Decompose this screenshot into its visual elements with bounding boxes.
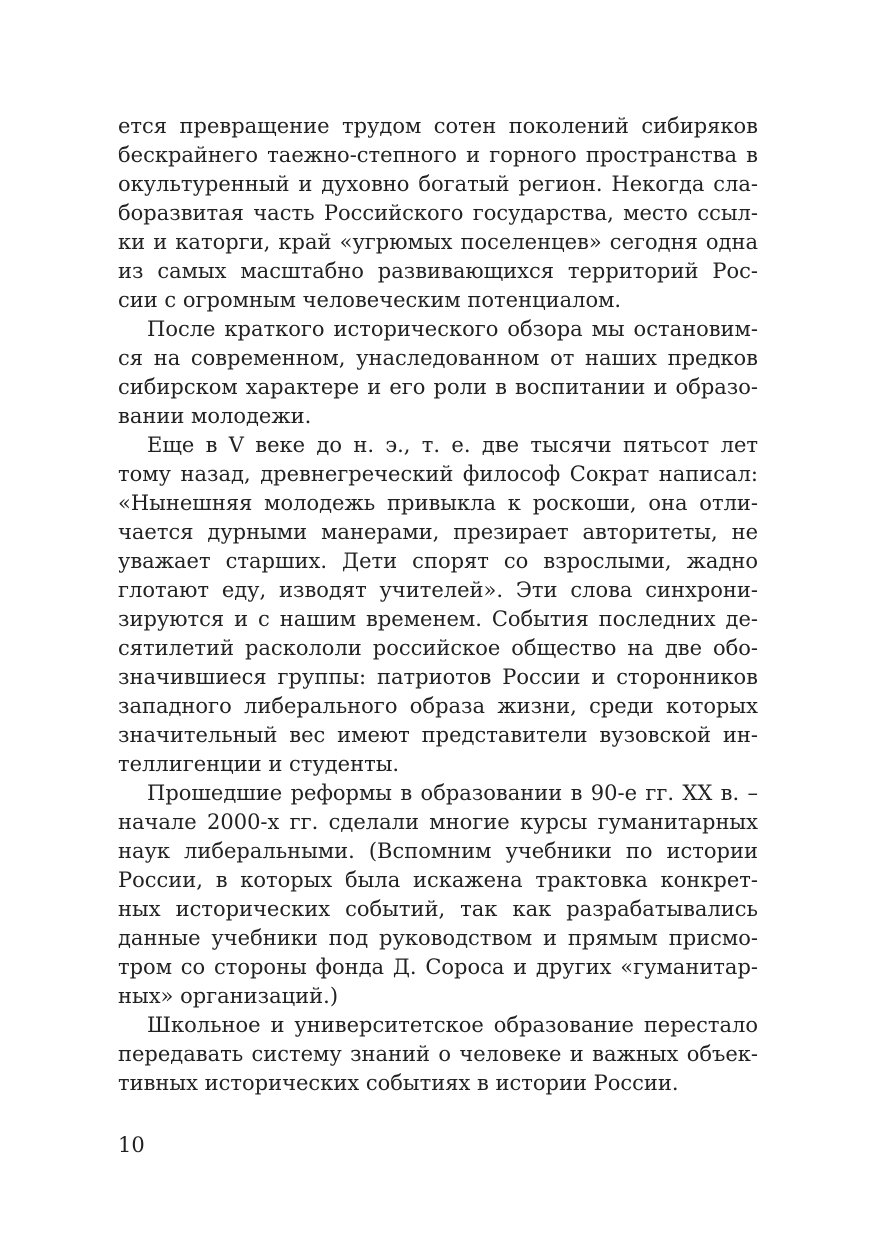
text-line: Еще в V веке до н. э., т. е. две тысячи пятьсот лет — [147, 433, 758, 457]
text-line: боразвитая часть Российского государства, место ссыл- — [118, 201, 758, 225]
text-line: сии с огромным человеческим потенциалом. — [118, 288, 622, 312]
text-line: ется превращение трудом сотен поколений сибиряков — [118, 114, 758, 138]
text-line: сибирском характере и его роли в воспитании и образо- — [118, 375, 758, 399]
text-line: тром со стороны фонда Д. Сороса и других «гуманитар- — [118, 955, 758, 979]
text-line: После краткого исторического обзора мы остановим- — [147, 317, 758, 341]
text-line: уважает старших. Дети спорят со взрослыми, жадно — [118, 549, 758, 573]
text-line: из самых масштабно развивающихся территорий Рос- — [118, 259, 758, 283]
text-line: передавать систему знаний о человеке и важных объек- — [118, 1042, 758, 1066]
text-line: ки и каторги, край «угрюмых поселенцев» сегодня одна — [118, 230, 758, 254]
text-line: Школьное и университетское образование перестало — [147, 1013, 758, 1037]
text-line: глотают еду, изводят учителей». Эти слова синхрони- — [118, 578, 758, 602]
text-line: России, в которых была искажена трактовка конкрет- — [118, 868, 758, 892]
text-line: окультуренный и духовно богатый регион. Некогда сла- — [118, 172, 758, 196]
text-line: данные учебники под руководством и прямым присмо- — [118, 926, 758, 950]
text-line: сятилетий раскололи российское общество на две обо- — [118, 636, 758, 660]
paragraph — [118, 315, 758, 431]
text-line: вании молодежи. — [118, 404, 312, 428]
paragraph — [118, 112, 758, 315]
text-line: Прошедшие реформы в образовании в 90-е гг. XX в. – — [147, 781, 758, 805]
page-body — [118, 112, 758, 1098]
text-line: ных» организаций.) — [118, 984, 339, 1008]
text-line: ся на современном, унаследованном от наших предков — [118, 346, 758, 370]
text-line: значившиеся группы: патриотов России и сторонников — [118, 665, 758, 689]
page-number: 10 — [118, 1133, 145, 1157]
text-line: чается дурными манерами, презирает авторитеты, не — [118, 520, 758, 544]
text-line: значительный вес имеют представители вузовской ин- — [118, 723, 758, 747]
text-line: бескрайнего таежно-степного и горного пространства в — [118, 143, 758, 167]
text-line: ных исторических событий, так как разрабатывались — [118, 897, 758, 921]
text-line: начале 2000-х гг. сделали многие курсы гуманитарных — [118, 810, 758, 834]
text-line: западного либерального образа жизни, среди которых — [118, 694, 758, 718]
text-line: тивных исторических событиях в истории России. — [118, 1071, 679, 1095]
paragraph — [118, 431, 758, 779]
text-line: «Нынешняя молодежь привыкла к роскоши, она отли- — [118, 491, 758, 515]
text-line: зируются и с нашим временем. События последних де- — [118, 607, 758, 631]
text-line: тому назад, древнегреческий философ Сократ написал: — [118, 462, 758, 486]
text-line: наук либеральными. (Вспомним учебники по истории — [118, 839, 758, 863]
paragraph — [118, 779, 758, 1011]
text-line: теллигенции и студенты. — [118, 752, 400, 776]
paragraph — [118, 1011, 758, 1098]
